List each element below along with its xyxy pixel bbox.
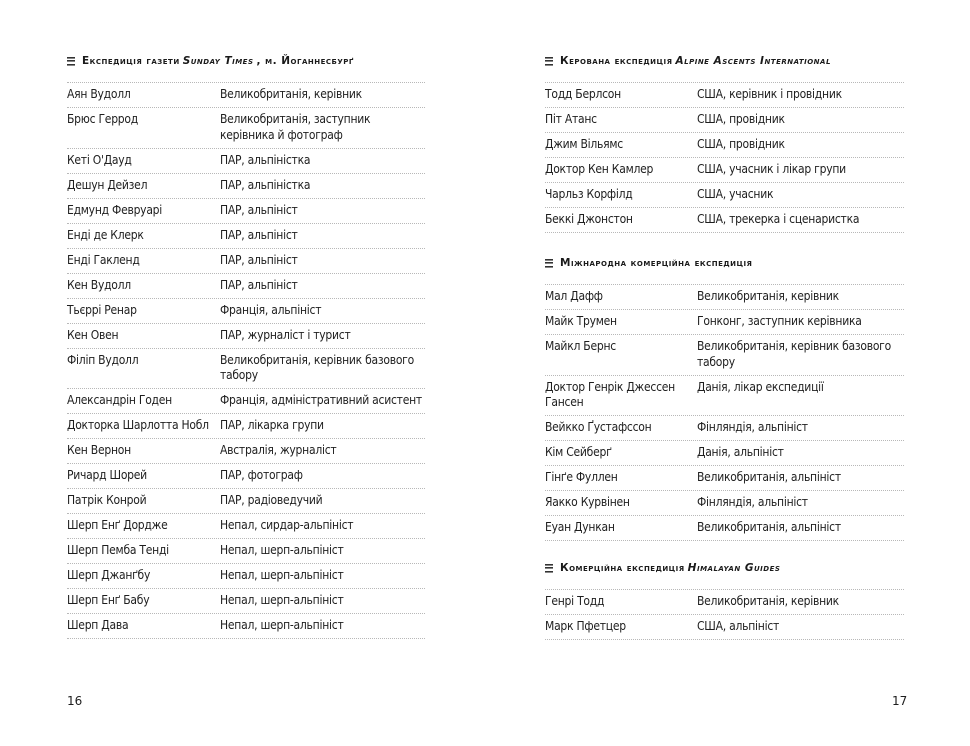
member-name-text: Докторка Шарлотта Нобл bbox=[67, 418, 209, 432]
member-role bbox=[220, 228, 425, 244]
member-name-text: Яакко Курвінен bbox=[545, 495, 630, 509]
member-name-text: Кен Вернон bbox=[67, 443, 131, 457]
member-role bbox=[220, 593, 425, 609]
member-name bbox=[67, 618, 220, 634]
member-role-text: Непал, шерп-альпініст bbox=[220, 618, 344, 632]
member-role-text: Великобританія, альпініст bbox=[697, 470, 841, 484]
member-row bbox=[67, 249, 425, 274]
member-role bbox=[220, 568, 425, 584]
member-role-text: Фінляндія, альпініст bbox=[697, 495, 808, 509]
section-title-text: Експедиція газети bbox=[82, 55, 180, 67]
member-role-text: США, провідник bbox=[697, 112, 785, 126]
member-name-text: Кім Сейберґ bbox=[545, 445, 612, 459]
member-role bbox=[220, 303, 425, 319]
section-title bbox=[545, 254, 904, 272]
member-row bbox=[67, 274, 425, 299]
right-page bbox=[485, 0, 970, 746]
member-role-text: Непал, сирдар-альпініст bbox=[220, 518, 354, 532]
member-role bbox=[697, 187, 904, 203]
member-name bbox=[67, 153, 220, 169]
member-role bbox=[697, 470, 904, 486]
member-name-text: Беккі Джонстон bbox=[545, 212, 633, 226]
member-name-text: Шерп Енґ Бабу bbox=[67, 593, 150, 607]
member-name bbox=[545, 314, 697, 330]
member-role-text: США, альпініст bbox=[697, 619, 780, 633]
member-name-text: Доктор Генрік Джессен Гансен bbox=[545, 379, 675, 409]
member-name bbox=[67, 228, 220, 244]
section-title-text: Міжнародна комерційна експедиція bbox=[560, 257, 753, 269]
member-row bbox=[67, 414, 425, 439]
member-role-text: Великобританія, керівник bbox=[697, 594, 839, 608]
member-row bbox=[67, 489, 425, 514]
member-name bbox=[67, 468, 220, 484]
member-role-text: ПАР, лікарка групи bbox=[220, 418, 324, 432]
member-role bbox=[220, 353, 425, 384]
member-name bbox=[67, 493, 220, 509]
section-title-brand: Alpine Ascents International bbox=[675, 55, 831, 67]
member-role bbox=[697, 339, 904, 370]
member-role bbox=[220, 443, 425, 459]
member-name bbox=[545, 112, 697, 128]
member-name bbox=[67, 518, 220, 534]
page-number-right: 17 bbox=[892, 694, 908, 708]
member-name-text: Аян Вудолл bbox=[67, 87, 131, 101]
member-role-text: ПАР, альпініст bbox=[220, 202, 298, 217]
section-title bbox=[545, 52, 904, 70]
member-row bbox=[67, 349, 425, 390]
member-name bbox=[67, 443, 220, 459]
member-role bbox=[697, 520, 904, 536]
member-row bbox=[67, 299, 425, 324]
member-name-text: Піт Атанс bbox=[545, 112, 597, 126]
member-row bbox=[545, 491, 904, 516]
member-role bbox=[220, 393, 425, 409]
member-name bbox=[545, 445, 697, 461]
member-role-text: США, трекерка і сценаристка bbox=[697, 212, 860, 226]
member-role-text: Франція, адміністративний асистент bbox=[220, 393, 422, 407]
member-row bbox=[67, 564, 425, 589]
member-name bbox=[67, 303, 220, 319]
member-name bbox=[67, 253, 220, 269]
member-role-text: Великобританія, керівник базового табору bbox=[220, 352, 414, 382]
member-name-text: Александрін Годен bbox=[67, 393, 172, 407]
member-role bbox=[220, 518, 425, 534]
member-name-text: Джим Вільямс bbox=[545, 137, 623, 151]
member-name-text: Доктор Кен Камлер bbox=[545, 162, 654, 176]
member-name-text: Шерп Джанґбу bbox=[67, 568, 151, 582]
member-name-text: Майкл Бернс bbox=[545, 339, 616, 353]
member-role-text: Непал, шерп-альпініст bbox=[220, 593, 344, 607]
member-name-text: Мал Дафф bbox=[545, 289, 603, 303]
member-row bbox=[67, 614, 425, 639]
member-name bbox=[545, 187, 697, 203]
member-role-text: Великобританія, керівник базового табору bbox=[697, 339, 891, 369]
member-role bbox=[220, 178, 425, 194]
member-role-text: ПАР, альпіністка bbox=[220, 152, 311, 167]
section-title-suffix: , м. Йоганнесбурґ bbox=[256, 55, 354, 67]
member-list bbox=[545, 82, 904, 233]
member-name bbox=[67, 203, 220, 219]
member-name-text: Еуан Дункан bbox=[545, 520, 615, 534]
member-row bbox=[545, 183, 904, 208]
member-name-text: Гінґе Фуллен bbox=[545, 470, 618, 484]
member-role-text: Данія, лікар експедиції bbox=[697, 379, 824, 394]
member-name-text: Брюс Геррод bbox=[67, 112, 138, 126]
member-name-text: Кен Вудолл bbox=[67, 277, 131, 292]
member-role-text: США, учасник і лікар групи bbox=[697, 162, 846, 176]
member-role bbox=[697, 289, 904, 305]
member-role bbox=[697, 87, 904, 103]
member-role-text: Великобританія, керівник bbox=[697, 289, 839, 303]
member-name bbox=[545, 212, 697, 228]
member-role bbox=[697, 112, 904, 128]
member-role-text: ПАР, журналіст і турист bbox=[220, 327, 351, 342]
member-name bbox=[545, 420, 697, 436]
member-role bbox=[220, 278, 425, 294]
member-role bbox=[220, 153, 425, 169]
member-role-text: Данія, альпініст bbox=[697, 445, 784, 459]
member-role bbox=[697, 212, 904, 228]
member-name-text: Філіп Вудолл bbox=[67, 352, 139, 367]
member-role bbox=[697, 380, 904, 411]
member-row bbox=[545, 133, 904, 158]
member-row bbox=[545, 310, 904, 335]
section-sunday-times bbox=[67, 52, 425, 639]
member-row bbox=[545, 335, 904, 376]
member-row bbox=[67, 539, 425, 564]
member-row bbox=[545, 516, 904, 541]
member-row bbox=[545, 158, 904, 183]
section-title-brand: Sunday Times bbox=[182, 55, 254, 67]
member-role-text: Гонконг, заступник керівника bbox=[697, 314, 862, 328]
member-name-text: Ричард Шорей bbox=[67, 468, 147, 482]
member-role-text: Великобританія, заступник керівника й фотограф bbox=[220, 112, 371, 142]
section-title-brand: Himalayan Guides bbox=[687, 562, 781, 574]
member-list bbox=[545, 589, 904, 640]
member-name bbox=[545, 162, 697, 178]
member-row bbox=[67, 514, 425, 539]
member-name-text: Енді де Клерк bbox=[67, 227, 144, 242]
member-role bbox=[697, 137, 904, 153]
member-name bbox=[545, 339, 697, 370]
member-name-text: Майк Трумен bbox=[545, 314, 617, 328]
member-row bbox=[545, 83, 904, 108]
member-name-text: Енді Гакленд bbox=[67, 252, 140, 267]
member-role-text: США, керівник і провідник bbox=[697, 87, 842, 101]
member-name bbox=[67, 418, 220, 434]
member-role bbox=[697, 314, 904, 330]
section-international-commercial bbox=[545, 254, 904, 541]
member-row bbox=[545, 108, 904, 133]
member-name bbox=[545, 470, 697, 486]
list-icon bbox=[545, 57, 553, 66]
member-name bbox=[67, 543, 220, 559]
section-title-text: Керована експедиція bbox=[560, 55, 673, 67]
member-row bbox=[545, 208, 904, 233]
member-row bbox=[67, 439, 425, 464]
member-role-text: ПАР, фотограф bbox=[220, 468, 303, 482]
member-role bbox=[220, 468, 425, 484]
member-role bbox=[220, 418, 425, 434]
member-role-text: Великобританія, керівник bbox=[220, 87, 362, 101]
member-name-text: Едмунд Февруарі bbox=[67, 202, 163, 217]
member-role bbox=[220, 112, 425, 143]
member-name-text: Генрі Тодд bbox=[545, 594, 605, 608]
member-row bbox=[67, 83, 425, 108]
member-name bbox=[67, 328, 220, 344]
member-row bbox=[545, 416, 904, 441]
member-name bbox=[67, 393, 220, 409]
member-row bbox=[67, 389, 425, 414]
section-title bbox=[545, 559, 904, 577]
member-role bbox=[697, 162, 904, 178]
member-name bbox=[545, 87, 697, 103]
member-row bbox=[67, 324, 425, 349]
member-name-text: Патрік Конрой bbox=[67, 493, 147, 507]
member-name bbox=[67, 593, 220, 609]
member-role bbox=[220, 203, 425, 219]
member-role bbox=[220, 87, 425, 103]
member-name-text: Кеті О'Дауд bbox=[67, 152, 132, 167]
member-role-text: ПАР, альпініст bbox=[220, 277, 298, 292]
member-name bbox=[545, 289, 697, 305]
member-name bbox=[67, 112, 220, 143]
member-role-text: Австралія, журналіст bbox=[220, 443, 337, 457]
member-role-text: Непал, шерп-альпініст bbox=[220, 568, 344, 582]
section-alpine-ascents bbox=[545, 52, 904, 233]
member-name bbox=[545, 495, 697, 511]
member-name bbox=[545, 619, 697, 635]
member-name bbox=[67, 178, 220, 194]
member-row bbox=[67, 199, 425, 224]
member-row bbox=[545, 590, 904, 615]
member-name-text: Вейкко Ґустафссон bbox=[545, 420, 652, 434]
member-role-text: ПАР, радіоведучий bbox=[220, 493, 323, 507]
member-name bbox=[545, 137, 697, 153]
member-role-text: Непал, шерп-альпініст bbox=[220, 543, 344, 557]
member-name-text: Чарльз Корфілд bbox=[545, 187, 633, 201]
member-role bbox=[697, 619, 904, 635]
list-icon bbox=[67, 57, 75, 66]
member-row bbox=[67, 464, 425, 489]
member-name bbox=[67, 278, 220, 294]
member-row bbox=[545, 285, 904, 310]
member-name bbox=[67, 353, 220, 384]
member-role bbox=[220, 328, 425, 344]
list-icon bbox=[545, 259, 553, 268]
member-role-text: США, учасник bbox=[697, 187, 774, 201]
member-role-text: ПАР, альпініст bbox=[220, 227, 298, 242]
member-name bbox=[67, 87, 220, 103]
member-name-text: Шерп Пемба Тенді bbox=[67, 543, 169, 557]
member-name bbox=[67, 568, 220, 584]
member-row bbox=[67, 224, 425, 249]
member-role bbox=[220, 618, 425, 634]
member-list bbox=[545, 284, 904, 541]
member-row bbox=[545, 376, 904, 417]
member-role bbox=[697, 420, 904, 436]
member-list bbox=[67, 82, 425, 639]
member-role bbox=[697, 495, 904, 511]
member-role bbox=[697, 445, 904, 461]
member-row bbox=[545, 466, 904, 491]
member-name bbox=[545, 380, 697, 411]
member-role-text: США, провідник bbox=[697, 137, 785, 151]
member-row bbox=[67, 149, 425, 174]
member-role bbox=[220, 543, 425, 559]
section-title bbox=[67, 52, 425, 70]
section-title-text: Комерційна експедиція bbox=[560, 562, 685, 574]
member-role-text: ПАР, альпініст bbox=[220, 252, 298, 267]
member-name-text: Тодд Берлсон bbox=[545, 87, 621, 101]
section-himalayan-guides bbox=[545, 559, 904, 640]
member-role bbox=[697, 594, 904, 610]
member-role bbox=[220, 493, 425, 509]
member-name-text: Шерп Дава bbox=[67, 618, 129, 632]
page-number-left: 16 bbox=[67, 694, 83, 708]
member-name-text: Кен Овен bbox=[67, 327, 119, 342]
member-role bbox=[220, 253, 425, 269]
member-name bbox=[545, 520, 697, 536]
member-row bbox=[67, 108, 425, 149]
member-name bbox=[545, 594, 697, 610]
member-row bbox=[545, 441, 904, 466]
member-role-text: Фінляндія, альпініст bbox=[697, 420, 808, 434]
member-role-text: Великобританія, альпініст bbox=[697, 520, 841, 534]
member-row bbox=[67, 589, 425, 614]
member-row bbox=[67, 174, 425, 199]
member-role-text: ПАР, альпіністка bbox=[220, 177, 311, 192]
member-name-text: Тьєррі Ренар bbox=[67, 302, 137, 317]
member-name-text: Дешун Дейзел bbox=[67, 177, 148, 192]
member-name-text: Шерп Енґ Дордже bbox=[67, 518, 168, 532]
member-role-text: Франція, альпініст bbox=[220, 302, 322, 317]
member-row bbox=[545, 615, 904, 640]
list-icon bbox=[545, 564, 553, 573]
member-name-text: Марк Пфетцер bbox=[545, 619, 626, 633]
